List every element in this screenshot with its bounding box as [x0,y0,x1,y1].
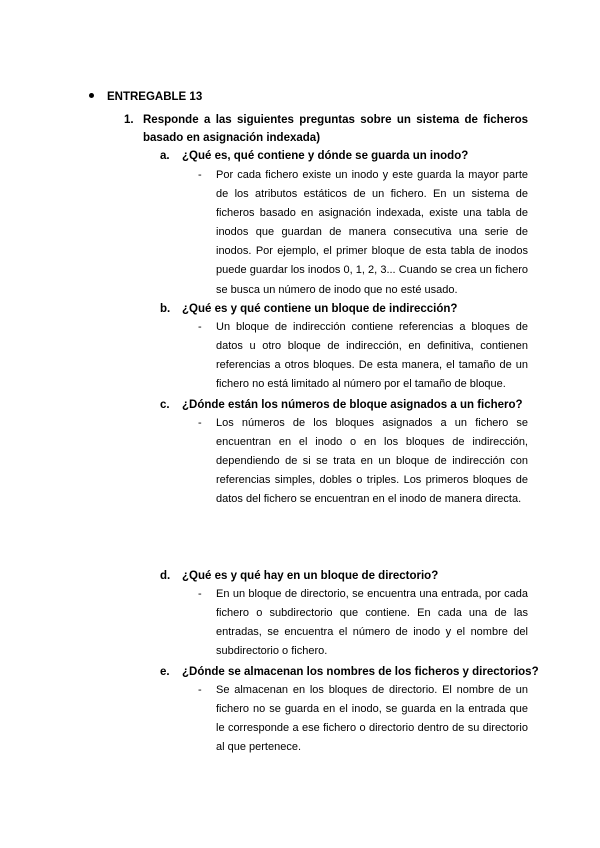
subquestion-d [160,570,438,582]
answer-text: En un bloque de directorio, se encuentra una entrada, por cada fichero o subdirectorio que contiene. En cada una de las entradas, se encuentra el número de inodo y el nombre del subdirectorio o fichero. [216,588,528,658]
subquestion-letter: e. [160,666,170,678]
heading-row [89,91,202,103]
answer-text: Un bloque de indirección contiene referencias a bloques de datos u otro bloque de indirección, en definitiva, contienen referencias a otros bloques. De esta manera, el tamaño de un fichero no está limitado al número por el tamaño de bloque. [216,321,528,391]
answer-a [198,166,528,300]
subquestion-title: ¿Dónde se almacenan los nombres de los ficheros y directorios? [182,666,539,678]
subquestion-a [160,150,468,162]
subquestion-title: ¿Qué es y qué hay en un bloque de directorio? [182,570,439,582]
subquestion-title: ¿Qué es, qué contiene y dónde se guarda un inodo? [182,150,469,162]
answer-text: Por cada fichero existe un inodo y este guarda la mayor parte de los atributos estáticos de un fichero. En un sistema de ficheros basado en asignación indexada, existe una tabla de inodos que guardan de manera consecutiva una serie de inodos. Por ejemplo, el primer bloque de esta tabla de inodos puede guardar los inodos 0, 1, 2, 3... Cuando se crea un fichero se busca un número de inodo que no esté usado. [216,169,528,296]
question-1 [124,111,528,147]
subquestion-title: ¿Dónde están los números de bloque asignados a un fichero? [182,399,523,411]
bullet-icon [89,93,94,98]
answer-text: Los números de los bloques asignados a un fichero se encuentran en el inodo o en los bloques de indirección, dependiendo de si se trata en un bloque de indirección con referencias simples, dobles o triples. Los primeros bloques de datos del fichero se encuentran en el inodo de manera directa. [216,417,528,506]
question-number: 1. [124,114,134,126]
question-text: Responde a las siguientes preguntas sobre un sistema de ficheros basado en asignación indexada) [143,114,528,144]
subquestion-b [160,303,457,315]
subquestion-letter: a. [160,150,170,162]
subquestion-e [160,666,539,678]
dash-marker: - [198,417,202,429]
subquestion-letter: b. [160,303,171,315]
subquestion-title: ¿Qué es y qué contiene un bloque de indirección? [182,303,458,315]
answer-e [198,681,528,757]
subquestion-c [160,399,523,411]
dash-marker: - [198,684,202,696]
heading: ENTREGABLE 13 [107,91,203,103]
dash-marker: - [198,169,202,181]
subquestion-letter: c. [160,399,170,411]
subquestion-letter: d. [160,570,171,582]
answer-text: Se almacenan en los bloques de directorio. El nombre de un fichero no se guarda en el inodo, se guarda en la entrada que le corresponde a ese fichero o directorio dentro de su directorio al que pertenece. [216,684,528,754]
dash-marker: - [198,588,202,600]
answer-d [198,585,528,661]
dash-marker: - [198,321,202,333]
answer-b [198,318,528,394]
answer-c [198,414,528,509]
